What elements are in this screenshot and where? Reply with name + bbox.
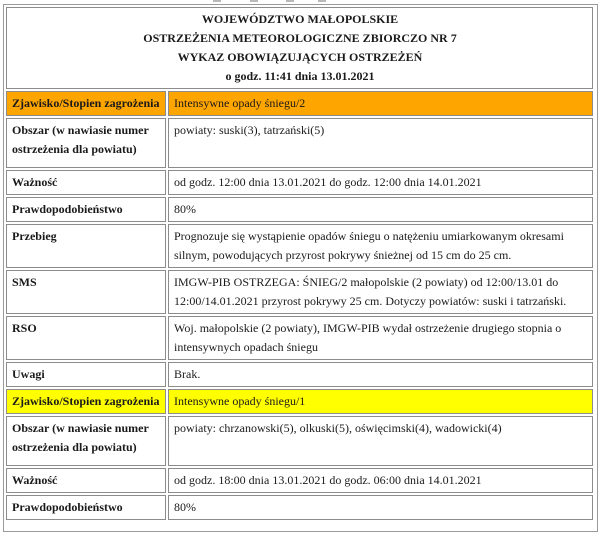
remarks-label: Uwagi: [6, 362, 166, 387]
validity-label: Ważność: [6, 468, 166, 493]
warning-1-probability-row: [6, 197, 593, 222]
phenomenon-label: Zjawisko/Stopien zagrożenia: [6, 91, 166, 116]
area-label: Obszar (w nawiasie numer ostrzeżenia dla powiatu): [6, 118, 166, 168]
remarks-value: Brak.: [168, 362, 593, 387]
validity-label: Ważność: [6, 170, 166, 195]
warning-1-area-row: [6, 118, 593, 168]
document-header: [6, 7, 593, 89]
header-title: OSTRZEŻENIA METEOROLOGICZNE ZBIORCZO NR 7: [143, 31, 457, 45]
header-subtitle: WYKAZ OBOWIĄZUJĄCYCH OSTRZEŻEŃ: [177, 50, 423, 64]
validity-value: od godz. 12:00 dnia 13.01.2021 do godz. 12:00 dnia 14.01.2021: [168, 170, 593, 195]
area-value: powiaty: chrzanowski(5), olkuski(5), oświęcimski(4), wadowicki(4): [168, 416, 593, 466]
header-timestamp: o godz. 11:41 dnia 13.01.2021: [225, 69, 375, 83]
warning-2-area-row: [6, 416, 593, 466]
header-region: WOJEWÓDZTWO MAŁOPOLSKIE: [201, 12, 399, 26]
validity-value: od godz. 18:00 dnia 13.01.2021 do godz. 06:00 dnia 14.01.2021: [168, 468, 593, 493]
warning-1-remarks-row: [6, 362, 593, 387]
warning-2-probability-row: [6, 495, 593, 520]
course-value: Prognozuje się wystąpienie opadów śniegu o natężeniu umiarkowanym okresami silnym, powodujących przyrost pokrywy śnieżnej od 15 cm do 25 cm.: [168, 224, 593, 268]
warning-1-rso-row: [6, 316, 593, 360]
phenomenon-value: Intensywne opady śniegu/1: [168, 389, 593, 414]
course-label: Przebieg: [6, 224, 166, 268]
warning-1-course-row: [6, 224, 593, 268]
probability-value: 80%: [168, 495, 593, 520]
header-row: [6, 7, 593, 89]
rso-value: Woj. małopolskie (2 powiaty), IMGW-PIB wydał ostrzeżenie drugiego stopnia o intensywnych opadach śniegu: [168, 316, 593, 360]
probability-label: Prawdopodobieństwo: [6, 495, 166, 520]
warnings-table: [4, 5, 595, 522]
probability-label: Prawdopodobieństwo: [6, 197, 166, 222]
area-label: Obszar (w nawiasie numer ostrzeżenia dla powiatu): [6, 416, 166, 466]
warning-1-sms-row: [6, 270, 593, 314]
phenomenon-label: Zjawisko/Stopien zagrożenia: [6, 389, 166, 414]
phenomenon-value: Intensywne opady śniegu/2: [168, 91, 593, 116]
warning-2-phenomenon-row: [6, 389, 593, 414]
warning-1-validity-row: [6, 170, 593, 195]
warning-2-validity-row: [6, 468, 593, 493]
warning-1-phenomenon-row: [6, 91, 593, 116]
sms-value: IMGW-PIB OSTRZEGA: ŚNIEG/2 małopolskie (2 powiaty) od 12:00/13.01 do 12:00/14.01.2021 przyrost pokrywy 25 cm. Dotyczy powiatów: suski i tatrzański.: [168, 270, 593, 314]
probability-value: 80%: [168, 197, 593, 222]
area-value: powiaty: suski(3), tatrzański(5): [168, 118, 593, 168]
sms-label: SMS: [6, 270, 166, 314]
rso-label: RSO: [6, 316, 166, 360]
